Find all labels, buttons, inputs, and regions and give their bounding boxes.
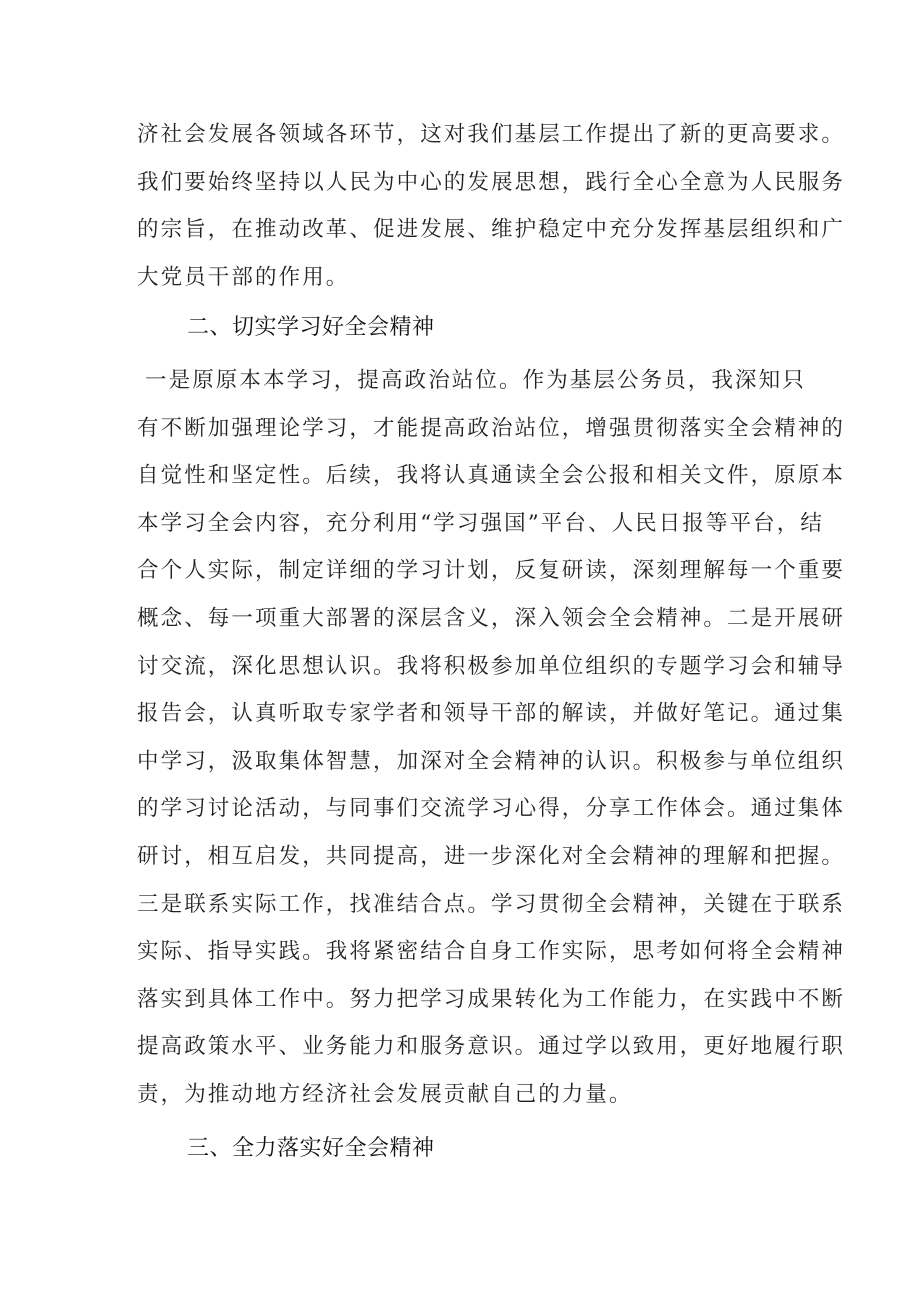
intro-paragraph bbox=[137, 111, 846, 301]
text-line: 研讨，相互启发，共同提高，进一步深化对全会精神的理解和把握。 bbox=[137, 843, 846, 869]
text-line: 实际、指导实践。我将紧密结合自身工作实际，思考如何将全会精神 bbox=[137, 939, 846, 965]
text-line: 三是联系实际工作，找准结合点。学习贯彻全会精神，关键在于联系 bbox=[137, 891, 846, 917]
text-line: 报告会，认真听取专家学者和领导干部的解读，并做好笔记。通过集 bbox=[137, 701, 846, 727]
text-line: 中学习，汲取集体智慧，加深对全会精神的认识。积极参与单位组织 bbox=[137, 748, 846, 774]
text-line: 有不断加强理论学习，才能提高政治站位，增强贯彻落实全会精神的 bbox=[137, 415, 846, 441]
text-line: 济社会发展各领域各环节，这对我们基层工作提出了新的更高要求。 bbox=[137, 122, 846, 147]
text-line: 概念、每一项重大部署的深层含义，深入领会全会精神。二是开展研 bbox=[137, 605, 846, 631]
section2-paragraph bbox=[137, 357, 846, 1119]
text-line: 责，为推动地方经济社会发展贡献自己的力量。 bbox=[137, 1081, 633, 1107]
section-heading-2: 二、切实学习好全会精神 bbox=[187, 315, 435, 340]
text-line: 大党员干部的作用。 bbox=[137, 264, 350, 290]
text-line: 的学习讨论活动，与同事们交流学习心得，分享工作体会。通过集体 bbox=[137, 796, 846, 822]
text-line: 本学习全会内容，充分利用“学习强国”平台、人民日报等平台，结 bbox=[137, 510, 824, 536]
text-line: 我们要始终坚持以人民为中心的发展思想，践行全心全意为人民服务 bbox=[137, 169, 846, 195]
text-line: 讨交流，深化思想认识。我将积极参加单位组织的专题学习会和辅导 bbox=[137, 653, 846, 679]
text-line: 提高政策水平、业务能力和服务意识。通过学以致用，更好地履行职 bbox=[137, 1034, 846, 1060]
section-heading-3: 三、全力落实好全会精神 bbox=[187, 1136, 435, 1161]
text-line: 落实到具体工作中。努力把学习成果转化为工作能力，在实践中不断 bbox=[137, 986, 846, 1012]
text-line: 自觉性和坚定性。后续，我将认真通读全会公报和相关文件，原原本 bbox=[137, 463, 846, 489]
text-line: 合个人实际，制定详细的学习计划，反复研读，深刻理解每一个重要 bbox=[137, 558, 846, 584]
text-line: 一是原原本本学习，提高政治站位。作为基层公务员，我深知只 bbox=[145, 368, 806, 393]
text-line: 的宗旨，在推动改革、促进发展、维护稳定中充分发挥基层组织和广 bbox=[137, 217, 846, 243]
